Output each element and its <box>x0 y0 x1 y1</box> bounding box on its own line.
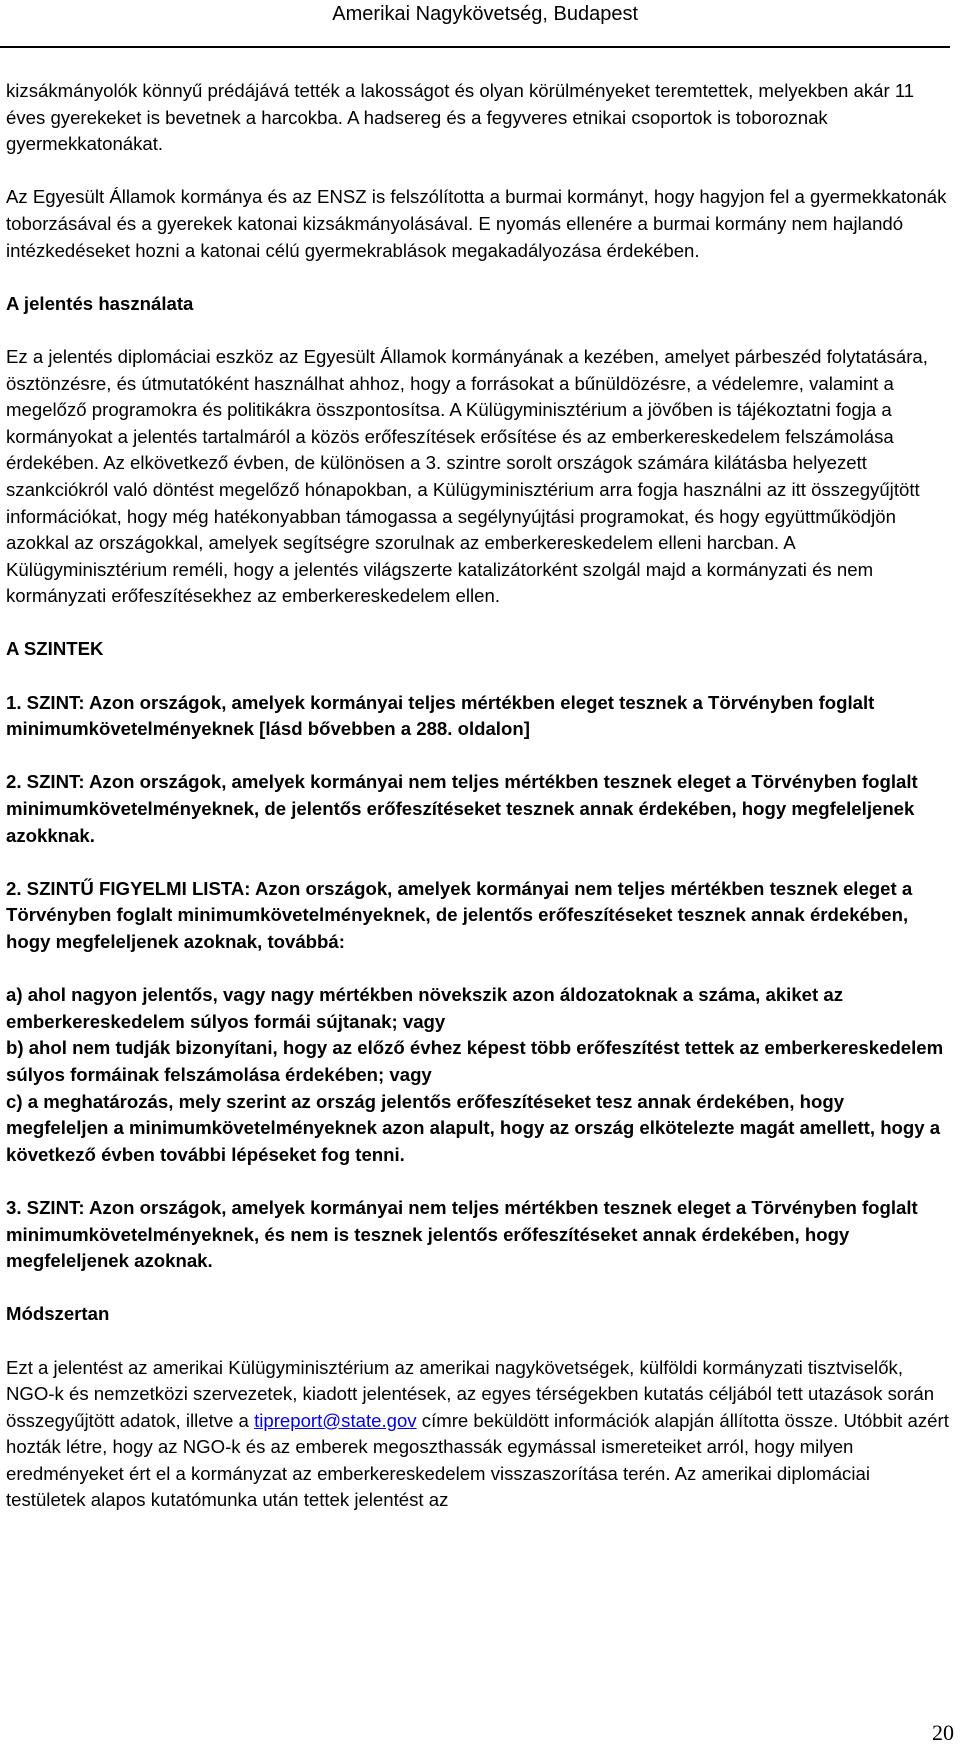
tier-2-definition: 2. SZINT: Azon országok, amelyek kormányai nem teljes mértékben tesznek eleget a Törvényben foglalt minimumkövetelményeknek, de jelentős erőfeszítéseket tesznek annak érdekében, hogy megfeleljenek azokknak. <box>6 771 918 846</box>
heading-report-usage: A jelentés használata <box>6 292 194 314</box>
tier-3-definition: 3. SZINT: Azon országok, amelyek kormányai nem teljes mértékben tesznek eleget a Törvényben foglalt minimumkövetelményeknek, és nem is tesznek jelentős erőfeszítéseket annak érdekében, hogy megfeleljenek azoknak. <box>6 1196 918 1272</box>
watch-list-criteria <box>6 982 951 1168</box>
methodology-text-start: Ezt a jelentést az amerikai Külügyminisztérium az amerikai nagykövetségek, külföldi kormányzati tisztviselők, NGO-k és nemzetközi szervezetek, kiadott jelentések, az egyes térségekben kutatás céljából tett utazások során összegyűjtött adatok, illetve a <box>6 1356 935 1431</box>
heading-methodology: Módszertan <box>6 1303 110 1325</box>
paragraph-intro: kizsákmányolók könnyű prédájává tették a lakosságot és olyan körülményeket teremtettek, melyekben akár 11 éves gyerekeket is bevetnek a harcokba. A hadsereg és a fegyveres etnikai csoportok is toboroznak gyermekkatonákat. <box>6 80 915 155</box>
document-body <box>6 78 951 1541</box>
methodology-text-end: címre beküldött információk alapján állította össze. Utóbbit azért hozták létre, hogy az NGO-k és az emberek megoszthassák egymással ismereteiket arról, hogy milyen eredményeket ért el a kormányzat az emberkereskedelem visszaszorítása terén. Az amerikai diplomáciai testületek alapos kutatómunka után tettek jelentést az <box>6 1409 949 1511</box>
email-link[interactable]: tipreport@state.gov <box>254 1409 417 1431</box>
tier-1-definition: 1. SZINT: Azon országok, amelyek kormányai teljes mértékben eleget tesznek a Törvényben foglalt minimumkövetelményeknek [lásd bővebben a 288. oldalon] <box>6 691 875 740</box>
header-title: Amerikai Nagykövetség, Budapest <box>332 3 638 25</box>
criterion-a: a) ahol nagyon jelentős, vagy nagy mértékben növekszik azon áldozatoknak a száma, akiket az emberkereskedelem súlyos formái sújtanak; vagy <box>6 984 844 1032</box>
paragraph-report-usage: Ez a jelentés diplomáciai eszköz az Egyesült Államok kormányának a kezében, amelyet párbeszéd folytatására, ösztönzésre, és útmutatóként használhat ahhoz, hogy a forrásokat a bűnüldözésre, a védelemre, valamint a megelőző programokra és politikákra összpontosítsa. A Külügyminisztérium a jövőben is tájékoztatni fogja a kormányokat a jelentés tartalmáról a közös erőfeszítések erősítése és az emberkereskedelem felszámolása érdekében. Az elkövetkező évben, de különösen a 3. szintre sorolt országok számára kilátásba helyezett szankciókról való döntést megelőző hónapokban, a Külügyminisztérium arra fogja használni az itt összegyűjtött információkat, hogy még hatékonyabban támogassa a segélynyújtási programokat, és hogy együttműködjön azokkal az országokkal, amelyek segítségre szorulnak az emberkereskedelem elleni harcban. A Külügyminisztérium reméli, hogy a jelentés világszerte katalizátorként szolgál majd a kormányzati és nem kormányzati erőfeszítésekhez az emberkereskedelem ellen. <box>6 345 928 607</box>
heading-tiers: A SZINTEK <box>6 638 104 660</box>
page-header <box>0 0 950 28</box>
criterion-c: c) a meghatározás, mely szerint az ország jelentős erőfeszítéseket tesz annak érdekében, hogy megfeleljen a minimumkövetelményeknek azon alapult, hogy az ország elkötelezte magát amellett, hogy a következő évben további lépéseket fog tenni. <box>6 1090 941 1165</box>
paragraph-methodology <box>6 1355 951 1515</box>
page-number: 20 <box>932 1720 954 1745</box>
criterion-b: b) ahol nem tudják bizonyítani, hogy az előző évhez képest több erőfeszítést tettek az emberkereskedelem súlyos formáinak felszámolása érdekében; vagy <box>6 1037 944 1085</box>
tier-2-watch-list-definition: 2. SZINTŰ FIGYELMI LISTA: Azon országok, amelyek kormányai nem teljes mértékben tesznek eleget a Törvényben foglalt minimumkövetelményeknek, de jelentős erőfeszítéseket tesznek annak érdekében, hogy megfeleljenek azoknak, továbbá: <box>6 877 913 952</box>
paragraph-burma: Az Egyesült Államok kormánya és az ENSZ is felszólította a burmai kormányt, hogy hagyjon fel a gyermekkatonák toborzásával és a gyerekek katonai kizsákmányolásával. E nyomás ellenére a burmai kormány nem hajlandó intézkedéseket hozni a katonai célú gyermekrablások megakadályozása érdekében. <box>6 186 947 261</box>
header-rule <box>0 46 950 48</box>
